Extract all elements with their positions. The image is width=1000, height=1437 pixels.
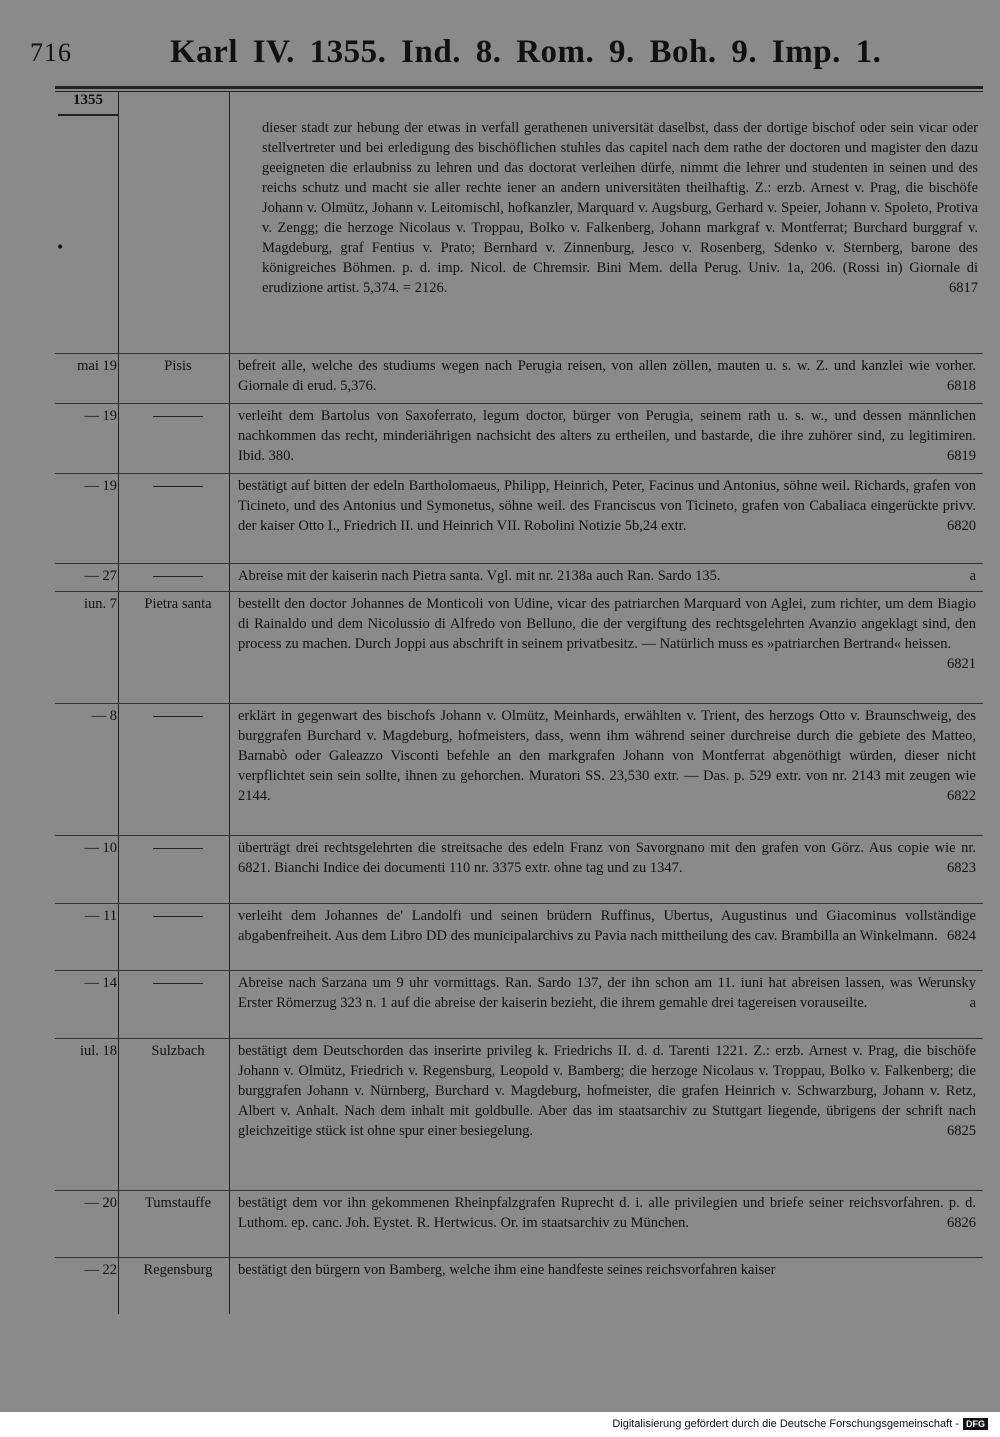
entry-date: — 22 xyxy=(84,1262,117,1278)
header-rule-thin xyxy=(55,91,983,92)
ditto-dash xyxy=(153,416,203,417)
entry-place xyxy=(127,840,229,857)
entry-number: 6821 xyxy=(947,656,976,672)
year-label: 1355 xyxy=(73,92,103,108)
running-title: Karl IV. 1355. Ind. 8. Rom. 9. Boh. 9. Imp. 1. xyxy=(170,34,882,70)
entry-body xyxy=(238,566,976,586)
entry-number: 6822 xyxy=(947,788,976,804)
entry-place: Tumstauffe xyxy=(144,1195,212,1211)
entry-text: bestätigt dem vor ihn gekommenen Rheinpfalzgrafen Ruprecht d. i. alle privilegien und briefe seiner reichsvorfahren. p. d. Luthom. ep. canc. Joh. Eystet. R. Hertwicus. Or. im staatsarchiv zu München. xyxy=(238,1195,976,1231)
ditto-dash xyxy=(153,576,203,577)
entry-text: bestellt den doctor Johannes de Monticoli von Udine, vicar des patriarchen Marquard von Aglei, zum richter, um dem Biagio di Rainaldo und dem Nicolussio di Alfredo von Belluno, die der vergiftung des rechtsgelehrten Avanzio angeklagt sind, den process zu machen. Durch Joppi aus abschrift in seinem privatbesitz. — Natürlich muss es »patriarchen Bertrand« heissen. xyxy=(238,596,976,652)
entry-place: Pisis xyxy=(164,358,192,374)
entry-body xyxy=(238,356,976,396)
entry-text: bestätigt dem Deutschorden das inserirte privileg k. Friedrichs II. d. d. Tarenti 1221. Z.: erzb. Arnest v. Prag, die bischöfe Johann v. Olmütz, Friedrich v. Regensburg, Leopold v. Bamberg; die herzoge Nicolaus v. Troppau, Bolko v. Falkenberg; die burggrafen Johann v. Nürnberg, Burchard v. Magdeburg, hofmeister, die grafen Heinrich v. Schwarzburg, Johann v. Retz, Albert v. Anhalt. Nach dem inhalt mit goldbulle. Aber das im staatsarchiv zu Stuttgart liegende, übrigens der schrift nach gleichzeitige stück ist ohne spur einer besiegelung. xyxy=(238,1043,976,1139)
footer xyxy=(612,1418,988,1430)
entry-number: 6819 xyxy=(947,448,976,464)
entry-place xyxy=(127,975,229,992)
ditto-dash xyxy=(153,848,203,849)
page-number: 716 xyxy=(30,38,72,67)
entry-text: bestätigt auf bitten der edeln Bartholomaeus, Philipp, Heinrich, Peter, Facinus und Antonius, söhne weil. Richards, grafen von Ticineto, und des Antonius und Symonetus, söhne weil. des Franciscus von Ticineto, grafen von Cabaliaca eingerückte privv. der kaiser Otto I., Friedrich II. und Heinrich VII. Robolini Notizie 5b,24 extr. xyxy=(238,478,976,534)
entry-separator xyxy=(55,1257,983,1258)
entry-number: 6826 xyxy=(947,1215,976,1231)
entry-number: 6818 xyxy=(947,378,976,394)
entry-text: bestätigt den bürgern von Bamberg, welche ihm eine handfeste seines reichsvorfahren kaiser xyxy=(238,1262,776,1278)
entry-number: a xyxy=(969,568,976,584)
entry-intro xyxy=(262,118,978,298)
entry-place xyxy=(127,708,229,725)
entry-separator xyxy=(55,403,983,404)
entry-date: — 27 xyxy=(84,568,117,584)
entry-text: verleiht dem Johannes de' Landolfi und seinen brüdern Ruffinus, Ubertus, Augustinus und Giacominus vollständige abgabenfreiheit. Aus dem Libro DD des municipalarchivs zu Pavia nach mittheilung des cav. Brambilla an Winkelmann. xyxy=(238,908,976,944)
entry-body xyxy=(238,838,976,878)
entry-separator xyxy=(55,703,983,704)
entry-text: dieser stadt zur hebung der etwas in verfall gerathenen universität daselbst, dass der dortige bischof oder sein vicar oder stellvertreter und bei erledigung des bischöflichen stuhles das capitel nach dem rathe der doctoren und magister den dazu geeigneten die erlaubniss zu lehren und das doctorat verleihen dürfe, nimmt die lehrer und studenten in seinen und des reichs schutz und macht sie aller rechte iener an andern universitäten theilhaftig. Z.: erzb. Arnest v. Prag, die bischöfe Johann v. Olmütz, Johann v. Leitomischl, hofkanzler, Marquard v. Augsburg, Gerhard v. Speier, Johann v. Spoleto, Protiva v. Zengg; die herzoge Nicolaus v. Troppau, Bolko v. Falkenberg, Johann markgraf v. Montferrat; Burchard burggraf v. Magdeburg, graf Fentius v. Prato; Bernhard v. Zinnenburg, Jesco v. Rosenberg, Sdenko v. Sternberg, barone des königreiches Böhmen. p. d. imp. Nicol. de Chremsir. Bini Mem. della Perug. Univ. 1a, 206. (Rossi in) Giornale di erudizione artist. 5,374. = 2126. xyxy=(262,120,978,296)
entry-place: Sulzbach xyxy=(151,1043,205,1059)
margin-dot: • xyxy=(56,240,65,256)
footer-text: Digitalisierung gefördert durch die Deutsche Forschungsgemeinschaft - xyxy=(612,1418,959,1430)
ditto-dash xyxy=(153,983,203,984)
entry-number: 6820 xyxy=(947,518,976,534)
entry-number: 6823 xyxy=(947,860,976,876)
page-header xyxy=(0,30,1000,82)
entry-place xyxy=(127,408,229,425)
entry-date: — 14 xyxy=(84,975,117,991)
entry-separator xyxy=(55,835,983,836)
entry-body xyxy=(238,706,976,806)
entry-separator xyxy=(55,563,983,564)
entry-separator xyxy=(55,1190,983,1191)
entry-text: überträgt drei rechtsgelehrten die streitsache des edeln Franz von Savorgnano mit den grafen von Görz. Aus copie wie nr. 6821. Bianchi Indice dei documenti 110 nr. 3375 extr. ohne tag und zu 1347. xyxy=(238,840,976,876)
entry-place: Regensburg xyxy=(143,1262,213,1278)
ditto-dash xyxy=(153,716,203,717)
entry-number: a xyxy=(969,995,976,1011)
entry-number: 6825 xyxy=(947,1123,976,1139)
entry-date: — 11 xyxy=(84,908,117,924)
entry-date: iul. 18 xyxy=(79,1043,117,1059)
ditto-dash xyxy=(153,916,203,917)
entry-text: befreit alle, welche des studiums wegen nach Perugia reisen, von allen zöllen, mauten u. s. w. Z. und kanzlei wie vorher. Giornale di erud. 5,376. xyxy=(238,358,976,394)
entry-separator xyxy=(55,591,983,592)
entry-number: 6817 xyxy=(949,280,978,296)
year-underline xyxy=(58,114,118,116)
entry-date: — 20 xyxy=(84,1195,117,1211)
entry-date: — 19 xyxy=(84,408,117,424)
entry-number: 6824 xyxy=(947,928,976,944)
entry-body xyxy=(238,1260,976,1280)
entry-place xyxy=(127,908,229,925)
entry-date: — 10 xyxy=(84,840,117,856)
header-rule xyxy=(55,86,983,89)
entry-separator xyxy=(55,353,983,354)
entry-body xyxy=(238,1193,976,1233)
dfg-logo: DFG xyxy=(963,1418,988,1430)
entry-separator xyxy=(55,903,983,904)
entry-body xyxy=(238,476,976,536)
entry-place xyxy=(127,478,229,495)
entry-place xyxy=(127,568,229,585)
entry-body xyxy=(238,594,976,674)
entry-text: verleiht dem Bartolus von Saxoferrato, legum doctor, bürger von Perugia, seinem rath u. s. w., und dessen männlichen nachkommen das recht, minderiährigen nachsicht des alters zu ertheilen, und bastarde, die ihre zuhörer sind, zu legitimiren. Ibid. 380. xyxy=(238,408,976,464)
entry-separator xyxy=(55,473,983,474)
entry-separator xyxy=(55,1038,983,1039)
entry-body xyxy=(238,406,976,466)
entry-date: mai 19 xyxy=(77,358,117,374)
entry-text: Abreise nach Sarzana um 9 uhr vormittags. Ran. Sardo 137, der ihn schon am 11. iuni hat abreisen lassen, was Werunsky Erster Römerzug 323 n. 1 auf die abreise der kaiserin bezieht, die ihrem gemahle drei tagereisen vorauseilte. xyxy=(238,975,976,1011)
entry-separator xyxy=(55,970,983,971)
entry-date: iun. 7 xyxy=(83,596,117,612)
entry-date: — 8 xyxy=(91,708,117,724)
entry-body xyxy=(238,973,976,1013)
entry-place: Pietra santa xyxy=(144,596,212,612)
entry-body xyxy=(238,906,976,946)
entry-text: Abreise mit der kaiserin nach Pietra santa. Vgl. mit nr. 2138a auch Ran. Sardo 135. xyxy=(238,568,721,584)
entry-date: — 19 xyxy=(84,478,117,494)
entry-text: erklärt in gegenwart des bischofs Johann v. Olmütz, Meinhards, erwählten v. Trient, des herzogs Otto v. Braunschweig, des burggrafen Burchard v. Magdeburg, hofmeisters, dass, wenn ihm während seiner durchreise durch die gebiete des Matteo, Barnabò oder Galeazzo Visconti befehle an den markgrafen Johann von Montferrat abgenöthigt würden, dieser nicht verpflichtet sein sein sollte, ihnen zu gehorchen. Muratori SS. 23,530 extr. — Das. p. 529 extr. von nr. 2143 mit zeugen wie 2144. xyxy=(238,708,976,804)
entry-body xyxy=(238,1041,976,1141)
ditto-dash xyxy=(153,486,203,487)
